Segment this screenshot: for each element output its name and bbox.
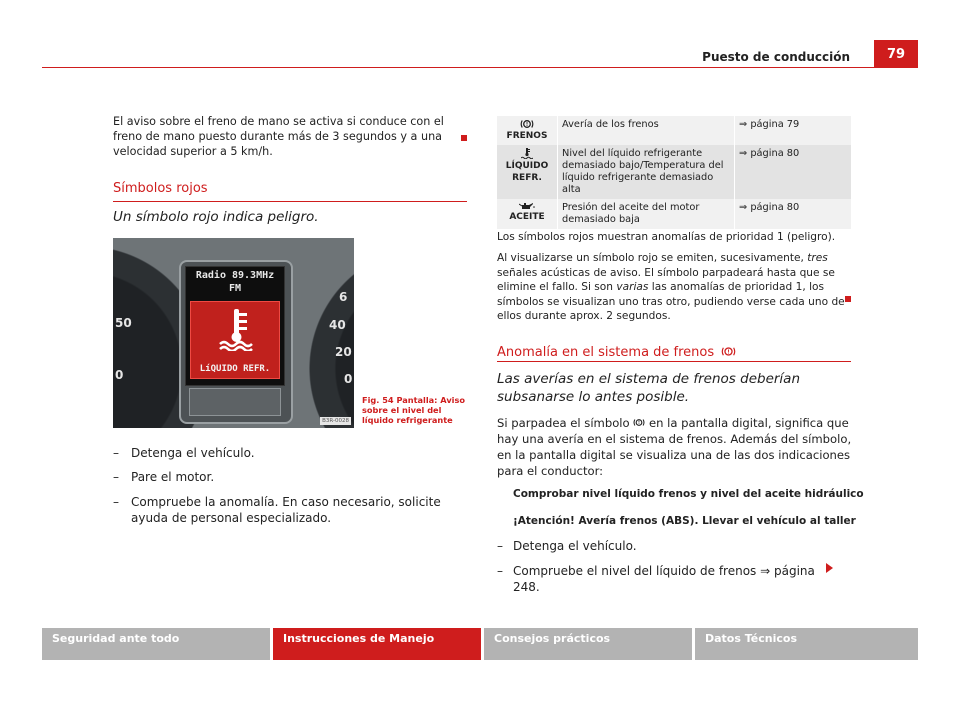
- priority-paragraph: Los símbolos rojos muestran anomalías de prioridad 1 (peligro).: [497, 231, 836, 243]
- tab-datos-tecnicos[interactable]: Datos Técnicos: [695, 628, 918, 660]
- step-item: [113, 445, 463, 461]
- text-run: en la pantalla digital, significa que hay una avería en el sistema de frenos. Además del símbolo, en la pantalla digital se visualiza una de las dos indicaciones para el conductor:: [497, 416, 852, 478]
- section-title-red-symbols: Símbolos rojos: [113, 181, 208, 196]
- gauge-label: 20: [335, 345, 352, 359]
- acoustic-paragraph: [497, 251, 851, 324]
- brake-warning-icon: [721, 346, 736, 357]
- step-item: [113, 494, 463, 526]
- header-rule: [42, 67, 918, 68]
- text-run: Si parpadea el símbolo: [497, 416, 634, 430]
- dash-bullet: –: [113, 495, 119, 509]
- dash-bullet: –: [497, 539, 503, 553]
- coolant-warning-icon: [219, 307, 253, 351]
- dash-bullet: –: [497, 564, 503, 578]
- digital-display: [185, 266, 285, 386]
- description-cell: Nivel del líquido refrigerante demasiado bajo/Temperatura del líquido refrigerante demasiado alta: [558, 145, 735, 199]
- driver-message: ¡Atención! Avería frenos (ABS). Llevar el vehículo al taller: [513, 515, 856, 527]
- description-cell: Avería de los frenos: [558, 116, 735, 145]
- page-reference-link[interactable]: ⇒ página 80: [735, 199, 852, 229]
- section-rule: [497, 361, 851, 362]
- table-row: [497, 116, 851, 145]
- figure-caption: Fig. 54 Pantalla: Aviso sobre el nivel del líquido refrigerante: [362, 395, 465, 425]
- tachometer-gauge: [309, 246, 354, 428]
- section-subtitle: Las averías en el sistema de frenos deberían subsanarse lo antes posible.: [497, 371, 801, 405]
- continue-arrow-icon: [826, 563, 833, 573]
- text-run: Al visualizarse un símbolo rojo se emiten, sucesivamente,: [497, 252, 808, 264]
- step-text: Detenga el vehículo.: [513, 539, 637, 553]
- section-rule: [113, 201, 467, 202]
- radio-band: FM: [228, 283, 242, 294]
- step-item: [113, 469, 463, 485]
- driver-message: Comprobar nivel líquido frenos y nivel del aceite hidráulico: [513, 488, 864, 500]
- text-run: señales acústicas de aviso. El símbolo parpadeará hasta que se elimine el fallo. Si son: [497, 266, 835, 293]
- gauge-label: 40: [329, 318, 346, 332]
- table-row: [497, 199, 851, 229]
- oil-can-icon: [519, 202, 535, 210]
- step-text: Compruebe el nivel del líquido de frenos ⇒ página 248.: [513, 564, 815, 594]
- tab-seguridad[interactable]: Seguridad ante todo: [42, 628, 270, 660]
- svg-text:!: !: [727, 349, 731, 356]
- description-cell: Presión del aceite del motor demasiado baja: [558, 199, 735, 229]
- step-item: [497, 563, 827, 595]
- tab-instrucciones[interactable]: Instrucciones de Manejo: [273, 628, 481, 660]
- dash-bullet: –: [113, 446, 119, 460]
- gauge-label: 0: [344, 372, 353, 386]
- brake-paragraph: [497, 415, 853, 479]
- emphasis-text: tres: [807, 252, 828, 264]
- emphasis-text: varias: [616, 281, 649, 293]
- svg-text:!: !: [638, 421, 641, 427]
- radio-frequency: Radio 89.3MHz: [195, 270, 275, 281]
- brake-warning-icon: [633, 418, 645, 427]
- display-warning-text: LíQUIDO REFR.: [199, 364, 271, 374]
- radio-readout: [186, 269, 284, 295]
- step-text: Compruebe la anomalía. En caso necesario, solicite ayuda de personal especializado.: [131, 495, 441, 525]
- gauge-label: 50: [115, 316, 132, 330]
- step-text: Detenga el vehículo.: [131, 446, 255, 460]
- step-text: Pare el motor.: [131, 470, 215, 484]
- symbol-label: LÍQUIDO REFR.: [505, 161, 549, 183]
- symbol-cell: [497, 116, 558, 145]
- intro-text: El aviso sobre el freno de mano se activa si conduce con el freno de mano puesto durante más de 3 segundos y a una velocidad superior a 5 km/h.: [113, 115, 444, 158]
- section-subtitle: Un símbolo rojo indica peligro.: [113, 209, 319, 225]
- page-reference-link[interactable]: ⇒ página 80: [735, 145, 852, 199]
- section-title-text: Anomalía en el sistema de frenos: [497, 345, 715, 360]
- symbol-cell: [497, 199, 558, 229]
- coolant-warning-icon: [521, 148, 533, 159]
- text-run: las anomalías de prioridad 1, los símbolos se visualizan uno tras otro, pudiendo verse cada uno de ellos durante aprox. 2 segundos.: [497, 281, 845, 322]
- gauge-label: 0: [115, 368, 124, 382]
- dashboard-figure: [113, 238, 354, 428]
- symbol-label: ACEITE: [509, 212, 545, 222]
- page-reference-link[interactable]: ⇒ página 79: [735, 116, 852, 145]
- symbol-label: FRENOS: [506, 131, 548, 141]
- svg-text:!: !: [525, 122, 529, 128]
- figure-code: B3R-0028: [322, 418, 349, 424]
- running-header-title: Puesto de conducción: [702, 50, 850, 64]
- page-number: 79: [874, 40, 918, 68]
- table-row: [497, 145, 851, 199]
- dash-bullet: –: [113, 470, 119, 484]
- brake-warning-icon: [520, 119, 534, 129]
- symbol-cell: [497, 145, 558, 199]
- end-of-section-marker: [461, 135, 467, 141]
- warning-panel: [190, 301, 280, 379]
- step-item: [497, 538, 827, 554]
- tab-consejos[interactable]: Consejos prácticos: [484, 628, 692, 660]
- end-of-section-marker: [845, 296, 851, 302]
- section-title-brake-failure: [497, 345, 736, 360]
- warning-symbols-table: [497, 116, 851, 229]
- intro-paragraph: [113, 114, 458, 159]
- gauge-label: 6: [339, 290, 348, 304]
- lower-display: [189, 388, 281, 416]
